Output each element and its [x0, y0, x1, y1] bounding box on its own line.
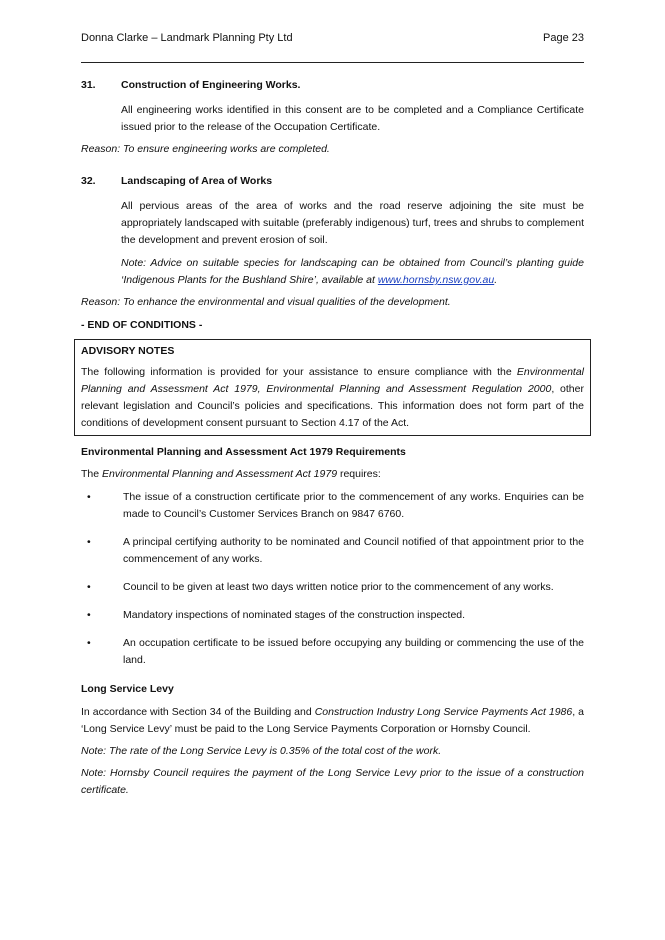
advisory-text-legislation: Environmental Planning and Assessment Act 1979, Environmental Planning and Assessment Regulation 2000 [81, 366, 584, 395]
condition-32-note [121, 255, 584, 289]
bullet-icon: • [87, 637, 91, 649]
page-header [81, 32, 584, 48]
condition-32-body: All pervious areas of the area of works and the road reserve adjoining the site must be appropriately landscaped with suitable (preferably indigenous) turf, trees and shrubs to complement the development and prevent erosion of soil. [121, 200, 584, 246]
end-of-conditions: - END OF CONDITIONS - [81, 319, 203, 331]
hornsby-website-link[interactable]: www.hornsby.nsw.gov.au [377, 274, 495, 286]
condition-32-heading [81, 173, 584, 189]
advisory-text-part2: , other relevant legislation and Council’s policies and specifications. This information does not form part of the conditions of development consent pursuant to Section 4.17 of the Act. [81, 383, 584, 429]
list-item-text: A principal certifying authority to be nominated and Council notified of that appointment prior to the commencement of any works. [123, 536, 584, 565]
epa-intro-prefix: The [81, 468, 103, 480]
epa-intro-suffix: requires: [337, 468, 381, 480]
list-item-text: Council to be given at least two days written notice prior to the commencement of any works. [123, 581, 554, 593]
document-body [81, 77, 584, 799]
advisory-notes-title: ADVISORY NOTES [81, 345, 175, 357]
levy-payment-note: Note: Hornsby Council requires the payment of the Long Service Levy prior to the issue of a construction certificate. [81, 767, 584, 796]
epa-intro [81, 466, 584, 483]
condition-32-reason: Reason: To enhance the environmental and visual qualities of the development. [81, 296, 451, 308]
long-service-levy-heading: Long Service Levy [81, 683, 174, 695]
page-number: Page 23 [543, 32, 584, 44]
levy-text-prefix: In accordance with Section 34 of the Building and [81, 706, 315, 718]
list-item [81, 635, 584, 669]
levy-text-suffix: , a ‘Long Service Levy’ must be paid to the Long Service Payments Corporation or Hornsby Council. [81, 706, 584, 735]
condition-32-note-text: Note: Advice on suitable species for landscaping can be obtained from Council’s planting guide ‘Indigenous Plants for the Bushland Shire’, available at [121, 257, 584, 286]
levy-text-act: Construction Industry Long Service Payments Act 1986 [314, 706, 573, 718]
bullet-icon: • [87, 581, 91, 593]
condition-31-title: Construction of Engineering Works. [121, 79, 301, 91]
header-author: Donna Clarke – Landmark Planning Pty Ltd [81, 32, 293, 44]
list-item [81, 489, 584, 523]
bullet-icon: • [87, 609, 91, 621]
condition-31-reason: Reason: To ensure engineering works are completed. [81, 143, 330, 155]
advisory-notes-box [74, 339, 591, 436]
condition-31-body: All engineering works identified in this consent are to be completed and a Compliance Certificate issued prior to the release of the Occupation Certificate. [121, 104, 584, 133]
list-item-text: The issue of a construction certificate prior to the commencement of any works. Enquiries can be made to Council’s Customer Services Branch on 9847 6760. [123, 491, 584, 520]
bullet-icon: • [87, 536, 91, 548]
epa-intro-act: Environmental Planning and Assessment Act 1979 [102, 468, 338, 480]
long-service-levy-text [81, 704, 584, 738]
bullet-icon: • [87, 491, 91, 503]
header-divider [81, 62, 584, 63]
list-item [81, 534, 584, 568]
advisory-text-part1: The following information is provided for your assistance to ensure compliance with the [81, 366, 517, 378]
condition-31-number: 31. [81, 79, 96, 91]
list-item [81, 579, 584, 596]
list-item-text: An occupation certificate to be issued before occupying any building or commencing the use of the land. [123, 637, 584, 666]
condition-32-note-suffix: . [494, 274, 498, 286]
condition-31-heading [81, 77, 584, 93]
epa-requirements-list [81, 489, 584, 669]
list-item-text: Mandatory inspections of nominated stages of the construction inspected. [123, 609, 466, 621]
advisory-notes-text [81, 364, 584, 432]
condition-32-number: 32. [81, 175, 96, 187]
epa-requirements-heading: Environmental Planning and Assessment Act 1979 Requirements [81, 446, 406, 458]
condition-32-title: Landscaping of Area of Works [121, 175, 273, 187]
list-item [81, 607, 584, 624]
levy-rate-note: Note: The rate of the Long Service Levy is 0.35% of the total cost of the work. [81, 745, 442, 757]
